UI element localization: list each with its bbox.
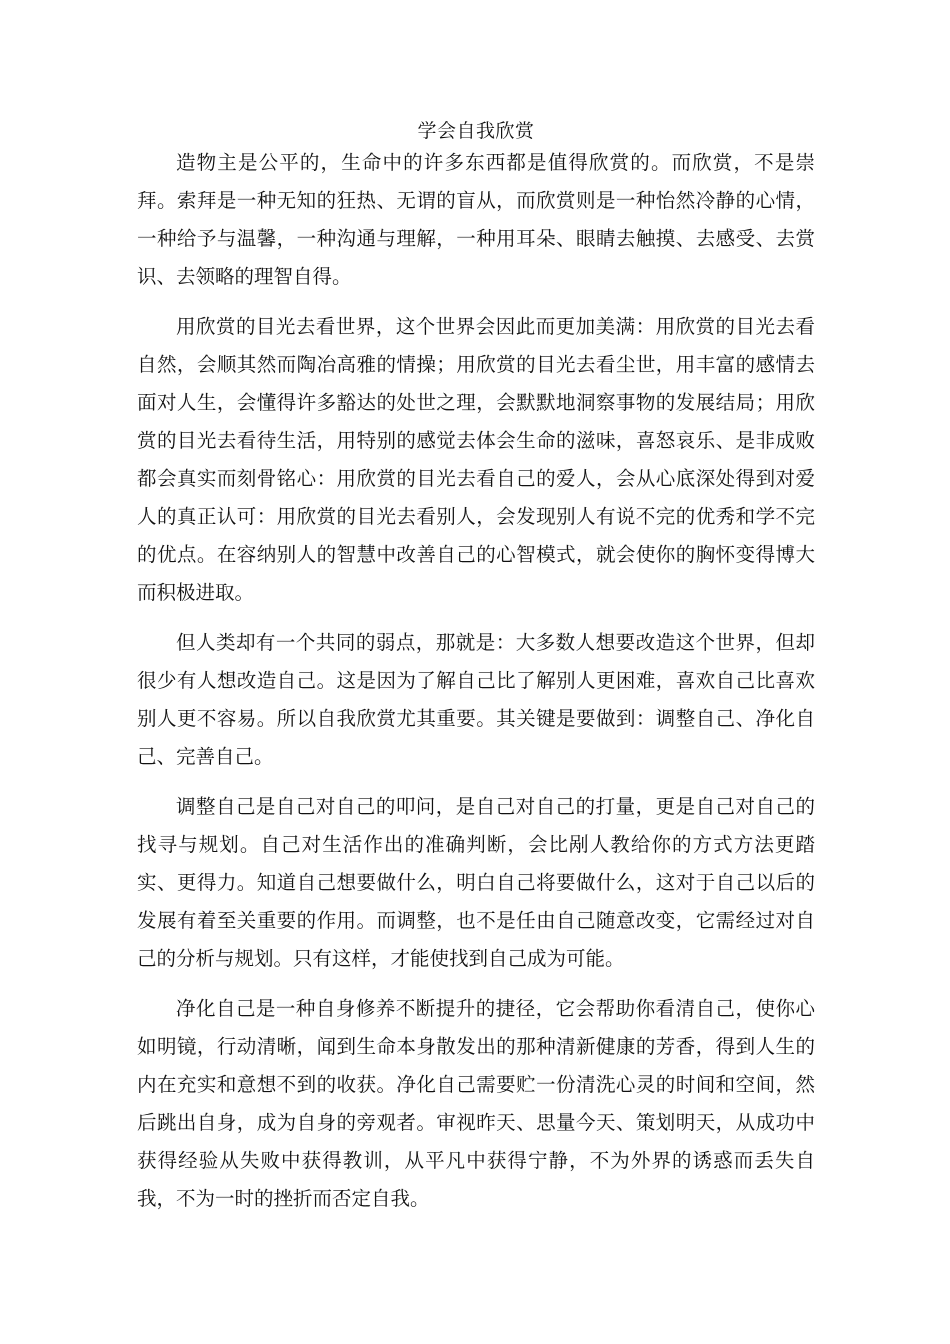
document-page <box>137 118 815 1218</box>
paragraph-1: 造物主是公平的，生命中的许多东西都是值得欣赏的。而欣赏，不是崇拜。索拜是一种无知的狂热、无谓的盲从，而欣赏则是一种怡然冷静的心情，一种给予与温馨，一种沟通与理解，一种用耳朵、眼睛去触摸、去感受、去赏识、去领略的理智自得。 <box>137 151 815 288</box>
paragraph-2: 用欣赏的目光去看世界，这个世界会因此而更加美满：用欣赏的目光去看自然，会顺其然而陶冶高雅的情操；用欣赏的目光去看尘世，用丰富的感情去面对人生，会懂得许多豁达的处世之理，会默默地洞察事物的发展结局；用欣赏的目光去看待生活，用特别的感觉去体会生命的滋味，喜怒哀乐、是非成败都会真实而刻骨铭心：用欣赏的目光去看自己的爱人，会从心底深处得到对爱人的真正认可：用欣赏的目光去看别人，会发现别人有说不完的优秀和学不完的优点。在容纳别人的智慧中改善自己的心智模式，就会使你的胸怀变得博大而积极进取。 <box>137 315 815 604</box>
document-title: 学会自我欣赏 <box>417 120 535 142</box>
paragraph-3: 但人类却有一个共同的弱点，那就是：大多数人想要改造这个世界，但却很少有人想改造自己。这是因为了解自己比了解别人更困难，喜欢自己比喜欢别人更不容易。所以自我欣赏尤其重要。其关键是要做到：调整自己、净化自己、完善自己。 <box>137 631 815 768</box>
paragraph-5: 净化自己是一种自身修养不断提升的捷径，它会帮助你看清自己，使你心如明镜，行动清晰，闻到生命本身散发出的那种清新健康的芳香，得到人生的内在充实和意想不到的收获。净化自己需要贮一份清洗心灵的时间和空间，然后跳出自身，成为自身的旁观者。审视昨天、思量今天、策划明天，从成功中获得经验从失败中获得教训，从平凡中获得宁静，不为外界的诱惑而丢失自我，不为一时的挫折而否定自我。 <box>137 997 815 1210</box>
paragraph-4: 调整自己是自己对自己的叩问，是自己对自己的打量，更是自己对自己的找寻与规划。自己对生活作出的准确判断，会比剐人教给你的方式方法更踏实、更得力。知道自己想要做什么，明白自己将要做什么，这对于自己以后的发展有着至关重要的作用。而调整，也不是任由自己随意改变，它需经过对自己的分析与规划。只有这样，才能使找到自己成为可能。 <box>137 795 815 970</box>
